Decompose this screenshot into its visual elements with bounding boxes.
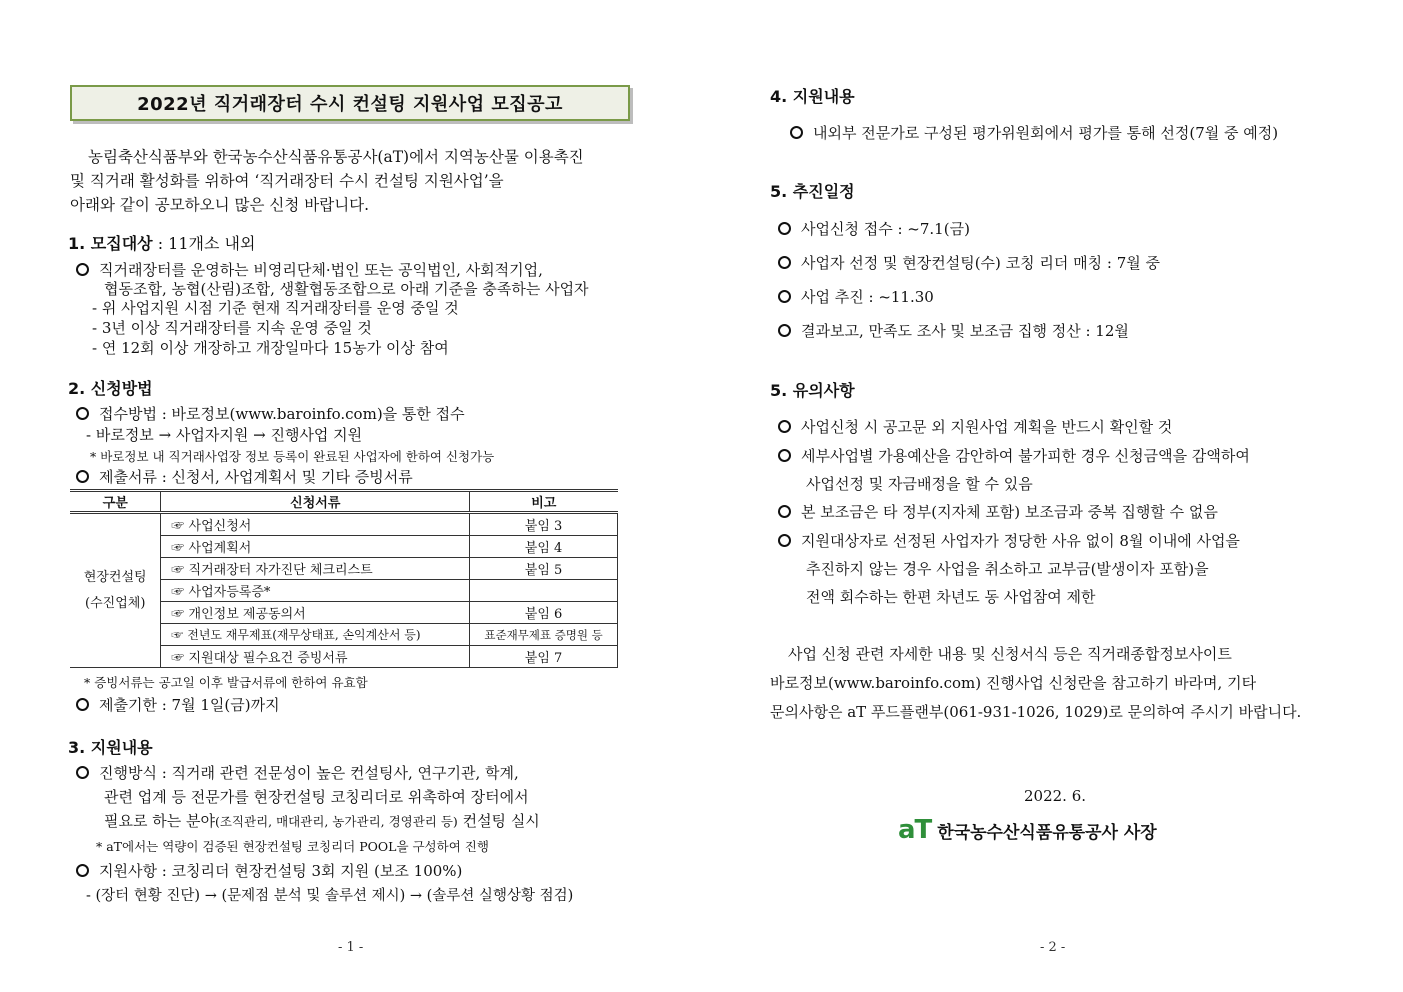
documents-table: [70, 489, 618, 668]
circle-bullet-icon: [778, 505, 791, 518]
s2-note-2: * 증빙서류는 공고일 이후 발급서류에 한하여 유효함: [84, 675, 368, 690]
circle-bullet-icon: [778, 222, 791, 235]
section-5b-heading: 5. 유의사항: [770, 381, 855, 400]
s3-bullet-1: [76, 762, 519, 783]
intro-line-1: 농림축산식품부와 한국농수산식품유통공사(aT)에서 지역농산물 이용촉진: [88, 148, 584, 166]
section-3-heading: 3. 지원내용: [68, 738, 153, 757]
caution-3-text: 본 보조금은 타 정부(지자체 포함) 보조금과 중복 집행할 수 없음: [801, 503, 1218, 521]
s3-bullet-2-text: 지원사항 : 코칭리더 현장컨설팅 3회 지원 (보조 100%): [99, 862, 463, 880]
table-doc-cell: ☞ 개인정보 제공동의서: [161, 602, 470, 624]
s3-line-3-part-b: (조직관리, 매대관리, 농가관리, 경영관리 등): [214, 814, 458, 829]
s3-note: * aT에서는 역량이 검증된 현장컨설팅 코칭리더 POOL을 구성하여 진행: [96, 839, 489, 854]
s3-line-3-part-a: 필요로 하는 분야: [104, 812, 215, 830]
page-number-2: - 2 -: [1040, 940, 1066, 955]
s3-sub: - (장터 현황 진단) → (문제점 분석 및 솔루션 제시) → (솔루션 실행상황 점검): [86, 888, 574, 904]
table-note-cell: 표준재무제표 증명원 등: [470, 624, 618, 646]
s3-bullet-1-line-2: 관련 업계 등 전문가를 현장컨설팅 코칭리더로 위촉하여 장터에서: [104, 788, 529, 806]
schedule-item-text: 사업자 선정 및 현장컨설팅(수) 코칭 리더 매칭 : 7월 중: [801, 254, 1161, 272]
caution-4-line-2: 추진하지 않는 경우 사업을 취소하고 교부금(발생이자 포함)을: [806, 560, 1209, 578]
caution-1: [778, 416, 1172, 437]
circle-bullet-icon: [76, 470, 89, 483]
section-4-heading: 4. 지원내용: [770, 87, 855, 106]
table-note-cell: 붙임 6: [470, 602, 618, 624]
s1-bullet: [76, 259, 543, 280]
s2-bullet-3: [76, 694, 280, 715]
table-doc-cell: ☞ 사업신청서: [161, 513, 470, 536]
s4-bullet-text: 내외부 전문가로 구성된 평가위원회에서 평가를 통해 선정(7월 중 예정): [813, 124, 1279, 142]
category-line-1: 현장컨설팅: [83, 569, 147, 585]
table-doc-cell: ☞ 사업자등록증*: [161, 580, 470, 602]
table-note-cell: 붙임 5: [470, 558, 618, 580]
table-note-cell: 붙임 3: [470, 513, 618, 536]
schedule-item: [778, 286, 934, 307]
s2-bullet-3-text: 제출기한 : 7월 1일(금)까지: [99, 696, 280, 714]
table-header-note: 비고: [470, 491, 618, 513]
closing-line-1: 사업 신청 관련 자세한 내용 및 신청서식 등은 직거래종합정보사이트: [788, 645, 1232, 663]
caution-4-line-3: 전액 회수하는 한편 차년도 동 사업참여 제한: [806, 588, 1096, 606]
schedule-item-text: 사업신청 접수 : ~7.1(금): [801, 220, 970, 238]
document-title: 2022년 직거래장터 수시 컨설팅 지원사업 모집공고: [70, 85, 630, 121]
caution-2: [778, 445, 1250, 466]
s2-note-1: * 바로정보 내 직거래사업장 정보 등록이 완료된 사업자에 한하여 신청가능: [90, 449, 495, 464]
circle-bullet-icon: [778, 256, 791, 269]
table-category-cell: [70, 513, 161, 668]
closing-line-2: 바로정보(www.baroinfo.com) 진행사업 신청란을 참고하기 바라며, 기타: [770, 674, 1257, 692]
at-logo-icon: aT: [898, 815, 932, 845]
circle-bullet-icon: [76, 407, 89, 420]
s1-bullet-line-2: 협동조합, 농협(산림)조합, 생활협동조합으로 아래 기준을 충족하는 사업자: [104, 280, 589, 298]
s3-bullet-1-line-1: 진행방식 : 직거래 관련 전문성이 높은 컨설팅사, 연구기관, 학계,: [99, 764, 519, 782]
s3-bullet-1-line-3: [104, 810, 540, 831]
table-note-cell: [470, 580, 618, 602]
s3-bullet-2: [76, 860, 462, 881]
schedule-item: [778, 252, 1160, 273]
section-5a-heading: 5. 추진일정: [770, 182, 855, 201]
caution-2-line-2: 사업선정 및 자금배정을 할 수 있음: [806, 475, 1033, 493]
s1-bullet-line-1: 직거래장터를 운영하는 비영리단체·법인 또는 공익법인, 사회적기업,: [99, 261, 543, 279]
s2-bullet-2: [76, 466, 413, 487]
caution-4: [778, 530, 1240, 551]
s1-sub-3: - 연 12회 이상 개장하고 개장일마다 15농가 이상 참여: [92, 339, 449, 357]
table-header-row: [70, 491, 618, 513]
page-number-1: - 1 -: [338, 940, 364, 955]
circle-bullet-icon: [778, 534, 791, 547]
circle-bullet-icon: [778, 449, 791, 462]
closing-line-3: 문의사항은 aT 푸드플랜부(061-931-1026, 1029)로 문의하여 주시기 바랍니다.: [770, 703, 1302, 721]
schedule-item-text: 결과보고, 만족도 조사 및 보조금 집행 정산 : 12월: [801, 322, 1129, 340]
table-note-cell: 붙임 7: [470, 646, 618, 668]
schedule-item: [778, 218, 970, 239]
section-1-heading: [68, 231, 255, 254]
circle-bullet-icon: [76, 766, 89, 779]
issue-date: 2022. 6.: [1024, 787, 1087, 805]
circle-bullet-icon: [76, 864, 89, 877]
section-1-title: 1. 모집대상: [68, 234, 153, 253]
s2-sub-1: - 바로정보 → 사업자지원 → 진행사업 지원: [86, 426, 363, 444]
circle-bullet-icon: [76, 263, 89, 276]
s1-sub-2: - 3년 이상 직거래장터를 지속 운영 중일 것: [92, 319, 372, 337]
circle-bullet-icon: [790, 126, 803, 139]
schedule-item-text: 사업 추진 : ~11.30: [801, 288, 934, 306]
intro-line-3: 아래와 같이 공모하오니 많은 신청 바랍니다.: [70, 196, 370, 214]
s4-bullet: [790, 122, 1278, 143]
table-doc-cell: ☞ 직거래장터 자가진단 체크리스트: [161, 558, 470, 580]
table-note-cell: 붙임 4: [470, 536, 618, 558]
s2-bullet-1: [76, 403, 465, 424]
circle-bullet-icon: [778, 290, 791, 303]
table-row: [70, 513, 618, 536]
s1-sub-1: - 위 사업지원 시점 기준 현재 직거래장터를 운영 중일 것: [92, 299, 459, 317]
intro-line-2: 및 직거래 활성화를 위하여 ‘직거래장터 수시 컨설팅 지원사업’을: [70, 172, 504, 190]
table-doc-cell: ☞ 지원대상 필수요건 증빙서류: [161, 646, 470, 668]
caution-4-line-1: 지원대상자로 선정된 사업자가 정당한 사유 없이 8월 이내에 사업을: [801, 532, 1240, 550]
circle-bullet-icon: [778, 420, 791, 433]
s2-bullet-2-text: 제출서류 : 신청서, 사업계획서 및 기타 증빙서류: [99, 468, 413, 486]
circle-bullet-icon: [76, 698, 89, 711]
section-1-count: : 11개소 내외: [152, 234, 256, 253]
circle-bullet-icon: [778, 324, 791, 337]
table-header-category: 구분: [70, 491, 161, 513]
org-name: 한국농수산식품유통공사 사장: [937, 822, 1157, 843]
section-2-heading: 2. 신청방법: [68, 379, 153, 398]
s2-bullet-1-text: 접수방법 : 바로정보(www.baroinfo.com)을 통한 접수: [99, 405, 465, 423]
caution-1-text: 사업신청 시 공고문 외 지원사업 계획을 반드시 확인할 것: [801, 418, 1173, 436]
caution-2-line-1: 세부사업별 가용예산을 감안하여 불가피한 경우 신청금액을 감액하여: [801, 447, 1250, 465]
org-signature: [898, 815, 1157, 845]
table-doc-cell: ☞ 전년도 재무제표(재무상태표, 손익계산서 등): [161, 624, 470, 646]
schedule-item: [778, 320, 1129, 341]
category-line-2: (수진업체): [85, 595, 146, 611]
caution-3: [778, 501, 1218, 522]
table-header-documents: 신청서류: [161, 491, 470, 513]
table-doc-cell: ☞ 사업계획서: [161, 536, 470, 558]
s3-line-3-part-c: 컨설팅 실시: [457, 812, 540, 830]
